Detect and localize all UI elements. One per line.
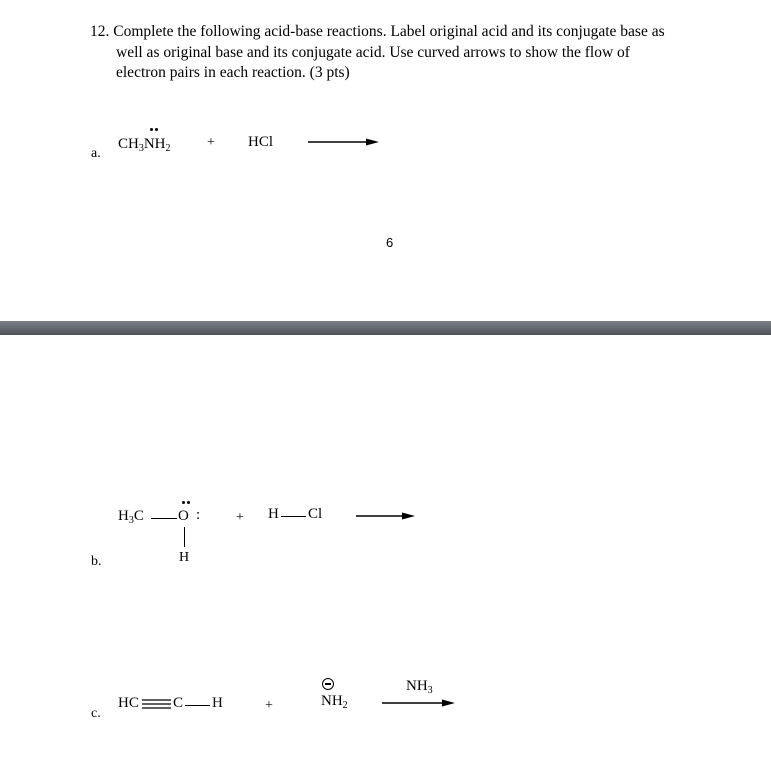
reaction-c-ammonia: $NH_3$ (406, 678, 433, 696)
question-text (90, 22, 665, 84)
lone-pair-dot (155, 128, 158, 131)
reaction-a-methylamine: $CH_3NH_2$ (118, 136, 171, 154)
c-h-bond (185, 705, 210, 706)
o-h-bond (184, 527, 185, 547)
question-line-1: 12. Complete the following acid-base reactions. Label original acid and its conjugate base as (90, 23, 665, 40)
h-cl-bond (281, 516, 306, 517)
reaction-c-plus: + (265, 698, 273, 713)
page-number: 6 (386, 235, 394, 250)
reaction-c-hydrogen: H (212, 695, 223, 711)
reaction-arrow-icon (356, 510, 416, 522)
reaction-arrow-icon (382, 697, 456, 709)
reaction-b-plus: + (236, 510, 244, 525)
question-line-2: well as original base and its conjugate acid. Use curved arrows to show the flow of (116, 43, 630, 61)
reaction-c-amide: $NH_2$ (321, 693, 348, 711)
reaction-b-lone-pair: : (196, 507, 201, 523)
reaction-a-plus: + (207, 135, 215, 150)
negative-charge-icon (322, 678, 334, 690)
page-separator (0, 321, 771, 335)
reaction-arrow-icon (308, 136, 380, 148)
reaction-c-hc: HC (118, 695, 139, 711)
lone-pair-dot (150, 128, 153, 131)
reaction-b-acid-h: H (268, 506, 279, 522)
reaction-b-hydrogen: H (179, 550, 190, 565)
reaction-c-carbon: C (173, 695, 184, 711)
question-line-3: electron pairs in each reaction. (3 pts) (116, 64, 350, 81)
lone-pair-dot (182, 501, 185, 504)
lone-pair-dot (187, 501, 190, 504)
reaction-a-label: a. (91, 146, 101, 161)
reaction-c-label: c. (91, 706, 101, 721)
reaction-b-label: b. (91, 554, 102, 569)
triple-bond (142, 697, 171, 711)
reaction-b-acid-cl: Cl (308, 506, 323, 522)
reaction-b-methyl-group: $H_3C$ (118, 508, 144, 526)
reaction-a-hcl: HCl (248, 134, 274, 150)
reaction-b-oxygen: O (178, 508, 189, 524)
c-o-bond (151, 518, 177, 519)
